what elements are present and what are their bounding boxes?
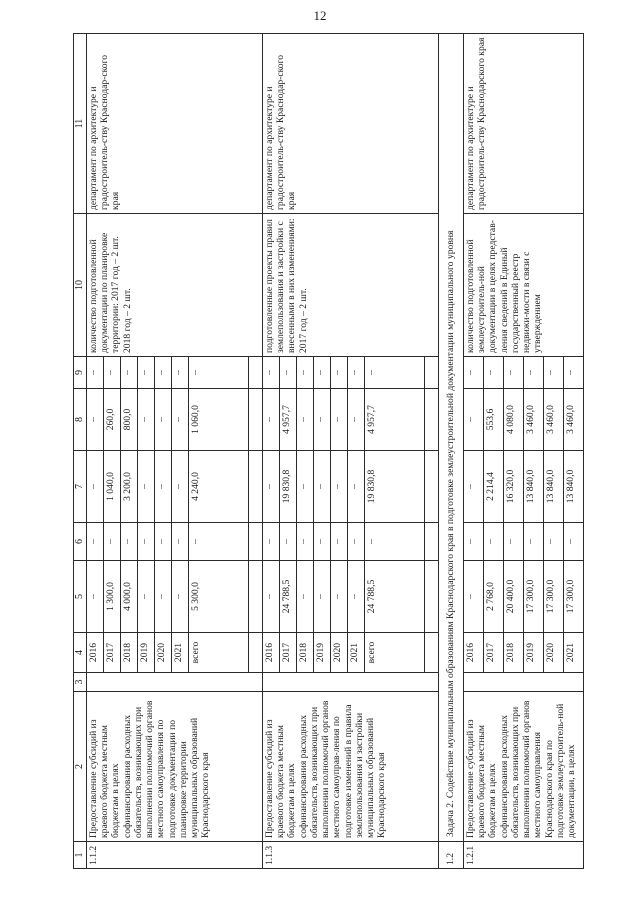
year-cell: 2016 xyxy=(263,633,280,673)
year-cell: 2020 xyxy=(544,633,564,673)
table-body xyxy=(74,34,584,869)
amount-cell: 3 460,0 xyxy=(564,389,584,451)
amount-cell: – xyxy=(484,523,504,561)
amount-cell: – xyxy=(348,561,365,633)
amount-cell: – xyxy=(564,357,584,389)
measure-number: 1.1.3 xyxy=(263,842,439,869)
amount-cell: – xyxy=(263,523,280,561)
measure-number: 1.1.2 xyxy=(87,842,263,869)
measure-executor: департамент по архитектуре и градостроитель-ству Краснодар-ского края xyxy=(87,34,263,214)
amount-cell: – xyxy=(314,523,331,561)
amount-cell: – xyxy=(263,561,280,633)
amount-cell: – xyxy=(348,357,365,389)
task-row xyxy=(439,34,464,869)
amount-cell: – xyxy=(155,561,172,633)
amount-cell: – xyxy=(504,357,524,389)
spacer-cell xyxy=(249,561,263,633)
spacer-cell xyxy=(249,523,263,561)
amount-cell: – xyxy=(172,523,189,561)
amount-cell: – xyxy=(189,357,249,389)
amount-cell: – xyxy=(87,561,104,633)
year-cell: 2017 xyxy=(280,633,297,673)
amount-cell: – xyxy=(138,451,155,523)
amount-cell: – xyxy=(314,561,331,633)
page-number: 12 xyxy=(313,8,327,23)
spacer-cell xyxy=(425,561,439,633)
amount-cell: 2 214,4 xyxy=(484,451,504,523)
amount-cell: – xyxy=(172,389,189,451)
amount-cell: – xyxy=(331,451,348,523)
amount-cell: – xyxy=(104,523,121,561)
amount-cell: – xyxy=(504,523,524,561)
measure-results: подготовленные проекты правил землепользования и застройки с внесенными в них изменениями: 2017 год – 2 шт. xyxy=(263,214,439,357)
amount-cell: – xyxy=(464,451,484,523)
measure-number: 1.2.1 xyxy=(464,842,584,869)
amount-cell: – xyxy=(297,451,314,523)
column-header: 5 xyxy=(74,561,87,633)
measure-executor: департамент по архитектуре и градостроитель-ству Краснодар-ского края xyxy=(263,34,439,214)
amount-cell: – xyxy=(464,523,484,561)
spacer-cell xyxy=(249,633,263,673)
amount-cell: 4 240,0 xyxy=(189,451,249,523)
amount-cell: 17 300,0 xyxy=(564,561,584,633)
year-cell: 2018 xyxy=(121,633,138,673)
amount-cell: – xyxy=(524,357,544,389)
column-header: 6 xyxy=(74,523,87,561)
amount-cell: 4 000,0 xyxy=(121,561,138,633)
amount-cell: 24 788,5 xyxy=(280,561,297,633)
amount-cell: – xyxy=(348,451,365,523)
amount-cell: 3 460,0 xyxy=(544,389,564,451)
amount-cell: – xyxy=(263,451,280,523)
year-cell: 2016 xyxy=(87,633,104,673)
year-cell: 2020 xyxy=(155,633,172,673)
amount-cell: – xyxy=(314,451,331,523)
column-header: 11 xyxy=(74,34,87,214)
column-header: 3 xyxy=(74,673,87,692)
amount-cell: – xyxy=(138,561,155,633)
amount-cell: – xyxy=(87,523,104,561)
amount-cell: 2 768,0 xyxy=(484,561,504,633)
amount-cell: 3 200,0 xyxy=(121,451,138,523)
spacer-cell xyxy=(425,633,439,673)
column-header: 10 xyxy=(74,214,87,357)
amount-cell: – xyxy=(280,523,297,561)
measure-description: Предоставление субсидий из краевого бюджета местным бюджетам в целях софинансирования расходных обязательств, возникающих при выполнении полномочий органов местного самоуправ-ления по подготовке изменений в правила землепользования и застройки муниципальных образований Краснодарского края xyxy=(263,692,439,842)
measure-results: количество подготовленной документации по планировке территории: 2017 год – 2 шт. 2018 год – 2 шт. xyxy=(87,214,263,357)
amount-cell: 3 460,0 xyxy=(524,389,544,451)
amount-cell: – xyxy=(464,561,484,633)
amount-cell: – xyxy=(155,357,172,389)
amount-cell: 20 400,0 xyxy=(504,561,524,633)
amount-cell: 4 080,0 xyxy=(504,389,524,451)
amount-cell: – xyxy=(172,357,189,389)
amount-cell: – xyxy=(189,523,249,561)
amount-cell: – xyxy=(348,389,365,451)
amount-cell: – xyxy=(155,451,172,523)
amount-cell: – xyxy=(297,561,314,633)
task-number: 1.2 xyxy=(439,842,464,869)
amount-cell: – xyxy=(87,451,104,523)
year-cell: 2021 xyxy=(564,633,584,673)
column-header: 9 xyxy=(74,357,87,389)
column-header: 2 xyxy=(74,692,87,842)
measure-results: количество подготовленной землеустроитель-ной документации в целях представ-ления сведений в Единый государственный реестр недвижи-мости в связи с утверждением xyxy=(464,214,584,357)
amount-cell: 1 060,0 xyxy=(189,389,249,451)
col3-cell xyxy=(87,673,263,692)
amount-cell: – xyxy=(172,451,189,523)
amount-cell: – xyxy=(544,523,564,561)
amount-cell: – xyxy=(348,523,365,561)
amount-cell: 19 830,8 xyxy=(280,451,297,523)
spacer-cell xyxy=(425,357,439,389)
amount-cell: – xyxy=(331,523,348,561)
col3-cell xyxy=(464,673,584,692)
amount-cell: 553,6 xyxy=(484,389,504,451)
year-cell: всего xyxy=(365,633,425,673)
amount-cell: – xyxy=(121,357,138,389)
amount-cell: 13 840,0 xyxy=(544,451,564,523)
amount-cell: 24 788,5 xyxy=(365,561,425,633)
column-header: 7 xyxy=(74,451,87,523)
year-cell: 2019 xyxy=(314,633,331,673)
amount-cell: – xyxy=(121,523,138,561)
amount-cell: – xyxy=(280,357,297,389)
measure-executor: департамент по архитектуре и градостроитель-ству Краснодарского края xyxy=(464,34,584,214)
amount-cell: – xyxy=(365,523,425,561)
amount-cell: 13 840,0 xyxy=(564,451,584,523)
year-cell: 2016 xyxy=(464,633,484,673)
rotated-table-container xyxy=(73,33,577,869)
amount-cell: – xyxy=(331,357,348,389)
program-measures-table xyxy=(73,33,584,869)
amount-cell: – xyxy=(138,357,155,389)
amount-cell: – xyxy=(544,357,564,389)
amount-cell: – xyxy=(87,357,104,389)
amount-cell: – xyxy=(155,389,172,451)
column-header: 8 xyxy=(74,389,87,451)
amount-cell: – xyxy=(138,523,155,561)
task-text: Задача 2. Содействие муниципальным образованиям Краснодарского края в подготовке землеустроительной документации муниципального уровня xyxy=(439,34,464,842)
year-row xyxy=(263,34,280,869)
year-cell: 2017 xyxy=(104,633,121,673)
amount-cell: 800,0 xyxy=(121,389,138,451)
column-header-row xyxy=(74,34,87,869)
amount-cell: – xyxy=(524,523,544,561)
amount-cell: 260,0 xyxy=(104,389,121,451)
year-cell: 2017 xyxy=(484,633,504,673)
year-row xyxy=(87,34,104,869)
amount-cell: – xyxy=(104,357,121,389)
amount-cell: 16 320,0 xyxy=(504,451,524,523)
amount-cell: – xyxy=(314,357,331,389)
amount-cell: – xyxy=(263,389,280,451)
amount-cell: – xyxy=(564,523,584,561)
amount-cell: 19 830,8 xyxy=(365,451,425,523)
amount-cell: – xyxy=(464,357,484,389)
amount-cell: 4 957,7 xyxy=(280,389,297,451)
year-cell: 2019 xyxy=(138,633,155,673)
year-cell: 2018 xyxy=(297,633,314,673)
year-cell: 2021 xyxy=(172,633,189,673)
year-cell: 2018 xyxy=(504,633,524,673)
amount-cell: – xyxy=(365,357,425,389)
column-header: 1 xyxy=(74,842,87,869)
amount-cell: – xyxy=(138,389,155,451)
spacer-cell xyxy=(249,389,263,451)
measure-description: Предоставление субсидий из краевого бюджета местным бюджетам в целях софинансирования расходных обязательств, возникающих при выполнении полномочий органов местного самоуправления Краснодарского края по подготовке землеустроитель-ной документации, в целях xyxy=(464,692,584,842)
year-row xyxy=(464,34,484,869)
amount-cell: 1 040,0 xyxy=(104,451,121,523)
amount-cell: – xyxy=(263,357,280,389)
amount-cell: 4 957,7 xyxy=(365,389,425,451)
year-cell: 2021 xyxy=(348,633,365,673)
spacer-cell xyxy=(249,357,263,389)
amount-cell: – xyxy=(484,357,504,389)
amount-cell: – xyxy=(331,389,348,451)
amount-cell: – xyxy=(314,389,331,451)
amount-cell: – xyxy=(464,389,484,451)
amount-cell: – xyxy=(172,561,189,633)
amount-cell: 17 300,0 xyxy=(524,561,544,633)
amount-cell: 17 300,0 xyxy=(544,561,564,633)
amount-cell: – xyxy=(297,523,314,561)
amount-cell: – xyxy=(297,357,314,389)
year-cell: 2019 xyxy=(524,633,544,673)
measure-description: Предоставление субсидий из краевого бюджета местным бюджетам в целях софинансирования расходных обязательств, возникающих при выполнении полномочий органов местного самоуправления по подготовке документации по планировке территории муниципальных образований Краснодарского края xyxy=(87,692,263,842)
col3-cell xyxy=(263,673,439,692)
spacer-cell xyxy=(249,451,263,523)
amount-cell: – xyxy=(297,389,314,451)
amount-cell: – xyxy=(331,561,348,633)
year-cell: всего xyxy=(189,633,249,673)
amount-cell: – xyxy=(155,523,172,561)
year-cell: 2020 xyxy=(331,633,348,673)
spacer-cell xyxy=(425,389,439,451)
amount-cell: 13 840,0 xyxy=(524,451,544,523)
spacer-cell xyxy=(425,523,439,561)
column-header: 4 xyxy=(74,633,87,673)
amount-cell: 1 300,0 xyxy=(104,561,121,633)
spacer-cell xyxy=(425,451,439,523)
amount-cell: 5 300,0 xyxy=(189,561,249,633)
amount-cell: – xyxy=(87,389,104,451)
